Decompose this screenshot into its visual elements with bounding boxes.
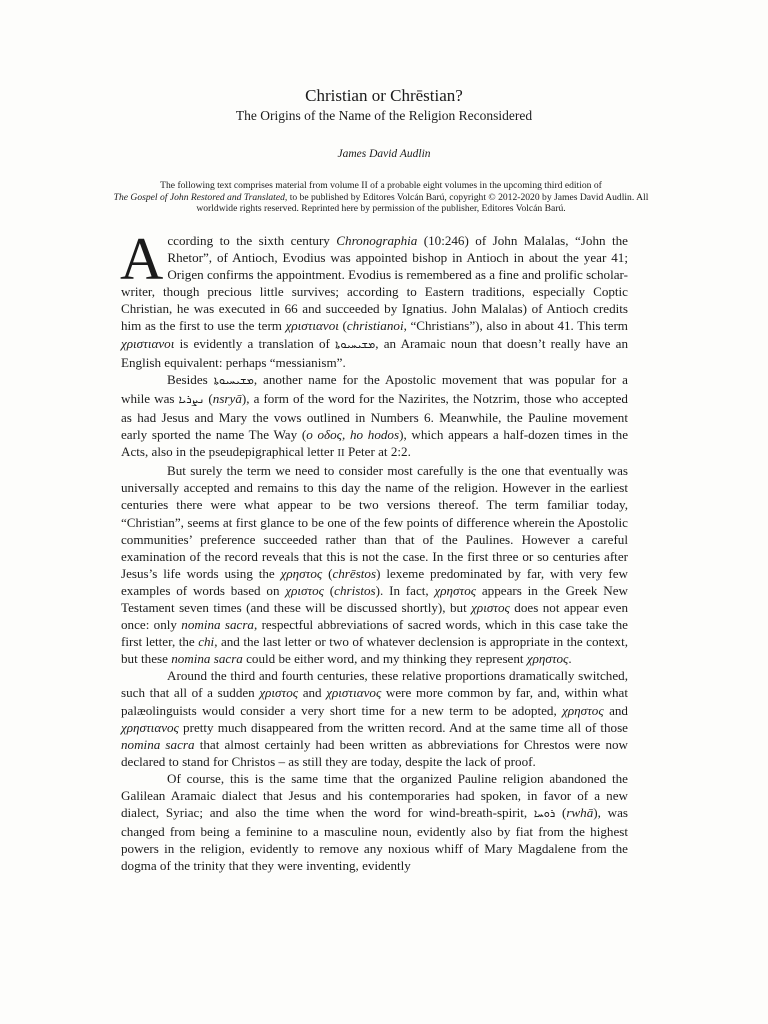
- p3-text: appears in the Greek New Testament seven times (and these will be discussed shortly), but: [121, 582, 628, 615]
- p3-text: , and the last letter or two of whatever declension is appropriate in the context, but these: [121, 634, 628, 667]
- paragraph-1: [120, 226, 628, 371]
- p4-text: and: [603, 702, 628, 718]
- p3-text: (: [322, 565, 333, 581]
- greek-term: χρηστος: [280, 565, 323, 581]
- notice-book-title: The Gospel of John Restored and Translated,: [113, 191, 288, 203]
- p2-italic: ο οδος, ho hodos: [306, 427, 400, 443]
- p3-italic: nomina sacra: [181, 617, 254, 633]
- greek-term: χριστιανοι: [121, 335, 175, 351]
- p3-text: ) lexeme predominated by far, with very few examples of words based on: [121, 565, 628, 598]
- greek-term: χριστος: [285, 582, 324, 598]
- p5-text: Of course, this is the same time that the organized Pauline religion abandoned the Galilean Aramaic dialect that Jesus and his contemporaries had spoken, in favor of a new dialect, Syriac; and also the time when the word for wind-breath-spirit,: [121, 770, 628, 821]
- p3-text: (: [324, 582, 335, 598]
- p3-italic: chrēstos: [332, 565, 377, 581]
- p2-text: ), a form of the word for the Nazirites, the Notzrim, those who accepted as had Jesus and Mary the vows outlined in Numbers 6. Meanwhile, the Pauline movement early sported the name The Way (: [121, 390, 628, 443]
- p4-text: that almost certainly had been written as abbreviations for Chrestos were now declared to stand for Christos – as still they are today, despite the lack of proof.: [121, 736, 629, 769]
- p1-text: ccording to the sixth century: [167, 233, 337, 248]
- greek-term: χρηστιανος: [121, 719, 179, 735]
- p1-italic: Chronographia: [336, 233, 418, 248]
- p4-text: pretty much disappeared from the written record. And at the same time all of those: [178, 719, 628, 735]
- greek-term: χρηστος: [562, 702, 604, 718]
- p5-text: ), was changed from being a feminine to a masculine noun, evidently also by fiat from the highest powers in the religion, evidently to remove any noxious whiff of Mary Magdalene from the dogma of the trinity that they were inventing, evidently: [121, 805, 628, 874]
- p1-text: (: [338, 318, 347, 334]
- p5-italic: rwhā: [566, 805, 594, 821]
- p2-text: Besides: [167, 371, 214, 387]
- p4-text: were more common by far, and, within what palæolinguists would consider a very short time for a new term to be adopted,: [121, 685, 629, 718]
- p4-text: and: [298, 685, 327, 701]
- p3-italic: nomina sacra: [171, 651, 243, 667]
- p1-italic: christianoi: [346, 318, 404, 334]
- syriac-term: ܪܘܚܐ: [533, 808, 556, 821]
- author-name: James David Audlin: [337, 148, 431, 160]
- greek-term: χριστιανοι: [285, 318, 339, 334]
- p1-text: , an Aramaic noun that doesn’t really have an English equivalent: perhaps “messianism”.: [121, 335, 628, 370]
- article-body: [120, 226, 629, 874]
- p3-text: But surely the term we need to consider most carefully is the one that eventually was universally accepted and remains to this day the name of the religion. However in the earliest centuries there were what appear to be two versions thereof. The term familiar today, “Christian”, seems at first glance to be one of the few points of difference wherein the Apostolic communities’ preference succeeded rather than that of the Paulines. However a careful examination of the record reveals that this is not the case. In the first three or so centuries after Jesus’s life words using the: [121, 463, 628, 581]
- syriac-term: ܡܫܝܚܝܘܬܐ: [213, 374, 254, 387]
- p1-text: (10:246) of John Malalas, “John the Rhetor”, of Antioch, Evodius was appointed bishop in Antioch in about the year 41; Origen confirms the appointment. Evodius is remembered as a fine and prolific scholar-writer, though precious little survives; according to Eastern traditions, especially Coptic Christian, he was executed in 66 and succeeded by Ignatius. John Malalas) of Antioch credits him as the first to use the term: [121, 233, 628, 334]
- greek-term: χρηστος: [434, 582, 477, 598]
- p4-text: Around the third and fourth centuries, these relative proportions dramatically switched, such that all of a sudden: [121, 668, 628, 701]
- greek-term: χριστιανος: [326, 685, 382, 701]
- p2-text: (: [204, 390, 213, 406]
- p5-text: (: [555, 805, 567, 821]
- greek-term: χρηστος: [526, 651, 569, 667]
- document-title: Christian or Chrēstian?: [305, 86, 463, 105]
- paragraph-2: [121, 371, 628, 462]
- p4-italic: nomina sacra: [121, 736, 195, 752]
- p3-text: , respectful abbreviations of sacred words, which in this case take the first letter, the: [121, 617, 628, 650]
- p3-text: ). In fact,: [375, 582, 435, 598]
- roman-numeral: II: [337, 447, 345, 460]
- drop-cap: A: [120, 226, 164, 292]
- p2-text: ), which appears a half-dozen times in the Acts, also in the pseudepigraphical letter: [121, 427, 629, 460]
- p3-italic: chi: [198, 634, 215, 650]
- greek-term: χριστος: [471, 599, 510, 615]
- paragraph-5: [121, 770, 628, 875]
- notice-text-1: The following text comprises material from volume II of a probable eight volumes in the upcoming third edition of: [160, 180, 602, 191]
- paragraph-4: [121, 667, 628, 770]
- document-subtitle: The Origins of the Name of the Religion Reconsidered: [235, 108, 533, 123]
- p2-text: , another name for the Apostolic movement that was popular for a while was: [121, 371, 628, 406]
- syriac-term: ܢܨܪܝܐ: [178, 393, 205, 406]
- p2-italic: nsryā: [212, 390, 242, 406]
- p1-text: , “Christians”), also in about 41. This term: [403, 318, 628, 334]
- p3-text: could be either word, and my thinking they represent: [242, 651, 527, 667]
- p2-text: Peter at 2:2.: [344, 444, 411, 460]
- syriac-term: ܡܫܝܚܝܘܬܐ: [335, 338, 376, 351]
- copyright-notice: [97, 180, 665, 215]
- p3-text: does not appear even once: only: [121, 599, 628, 633]
- p1-text: is evidently a translation of: [174, 335, 336, 351]
- greek-term: χριστος: [259, 685, 299, 701]
- p3-text: .: [568, 651, 572, 667]
- p3-italic: christos: [334, 582, 376, 598]
- notice-text-2: to be published by Editores Volcán Barú, copyright © 2012-2020 by James David Audlin. All worldwide rights reserved. Reprinted here by permission of the publisher, Editores Volcán Barú.: [196, 191, 649, 215]
- paragraph-3: [121, 462, 628, 667]
